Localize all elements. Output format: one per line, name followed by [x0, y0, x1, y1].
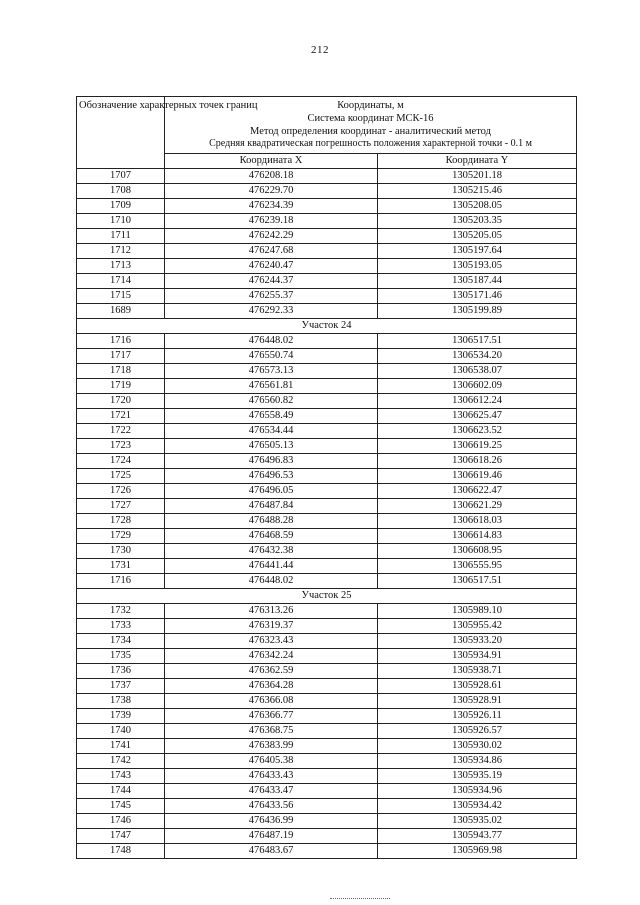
table-row: [77, 603, 577, 618]
coord-x-cell: 476496.05: [165, 483, 378, 498]
coord-y-cell: 1305928.61: [378, 678, 577, 693]
point-id-cell: 1721: [77, 408, 165, 423]
coord-y-cell: 1305935.02: [378, 813, 577, 828]
point-label-header: Обозначение характерных точек границ: [77, 97, 165, 169]
section-title: Участок 24: [77, 318, 577, 333]
coord-y-cell: 1306555.95: [378, 558, 577, 573]
coord-x-cell: 476448.02: [165, 573, 378, 588]
point-id-cell: 1726: [77, 483, 165, 498]
table-row: [77, 648, 577, 663]
point-id-cell: 1730: [77, 543, 165, 558]
coord-x-cell: 476366.77: [165, 708, 378, 723]
table-row: [77, 528, 577, 543]
coord-x-cell: 476561.81: [165, 378, 378, 393]
point-id-cell: 1707: [77, 168, 165, 183]
point-id-cell: 1719: [77, 378, 165, 393]
point-id-cell: 1713: [77, 258, 165, 273]
table-row: [77, 303, 577, 318]
coordinate-method: Метод определения координат - аналитический метод: [250, 126, 491, 138]
table-row: [77, 693, 577, 708]
coord-x-cell: 476496.53: [165, 468, 378, 483]
point-id-cell: 1727: [77, 498, 165, 513]
coord-x-cell: 476313.26: [165, 603, 378, 618]
coord-y-cell: 1305934.42: [378, 798, 577, 813]
coord-x-cell: 476405.38: [165, 753, 378, 768]
coord-y-cell: 1306618.26: [378, 453, 577, 468]
point-id-cell: 1710: [77, 213, 165, 228]
table-row: [77, 663, 577, 678]
point-id-cell: 1736: [77, 663, 165, 678]
coord-x-cell: 476436.99: [165, 813, 378, 828]
coordinates-title: Координаты, м: [337, 100, 404, 111]
point-id-cell: 1729: [77, 528, 165, 543]
coord-y-cell: 1305205.05: [378, 228, 577, 243]
coord-y-cell: 1305926.11: [378, 708, 577, 723]
table-row: [77, 378, 577, 393]
coord-y-cell: 1305171.46: [378, 288, 577, 303]
table-row: [77, 348, 577, 363]
coord-x-cell: 476362.59: [165, 663, 378, 678]
coord-y-cell: 1305199.89: [378, 303, 577, 318]
coord-x-cell: 476550.74: [165, 348, 378, 363]
table-row: [77, 723, 577, 738]
coord-y-cell: 1305201.18: [378, 168, 577, 183]
point-id-cell: 1741: [77, 738, 165, 753]
point-id-cell: 1737: [77, 678, 165, 693]
table-row: [77, 423, 577, 438]
coord-x-cell: 476487.19: [165, 828, 378, 843]
coord-y-cell: 1306614.83: [378, 528, 577, 543]
table-row: [77, 363, 577, 378]
section-title: Участок 25: [77, 588, 577, 603]
table-row: [77, 168, 577, 183]
point-id-cell: 1732: [77, 603, 165, 618]
table-row: [77, 393, 577, 408]
section-row: [77, 318, 577, 333]
table-row: [77, 738, 577, 753]
table-row: [77, 798, 577, 813]
page-number: 212: [311, 44, 329, 56]
coordinates-table: [76, 96, 577, 859]
coord-y-cell: 1306517.51: [378, 333, 577, 348]
point-id-cell: 1714: [77, 273, 165, 288]
table-row: [77, 243, 577, 258]
coord-x-cell: 476292.33: [165, 303, 378, 318]
coord-x-cell: 476433.47: [165, 783, 378, 798]
table-row: [77, 633, 577, 648]
table-row: [77, 258, 577, 273]
coord-x-cell: 476483.67: [165, 843, 378, 858]
point-id-cell: 1735: [77, 648, 165, 663]
coord-x-cell: 476242.29: [165, 228, 378, 243]
point-id-cell: 1747: [77, 828, 165, 843]
point-id-cell: 1717: [77, 348, 165, 363]
point-id-cell: 1745: [77, 798, 165, 813]
point-id-cell: 1709: [77, 198, 165, 213]
scan-artifact-dots: [330, 898, 390, 900]
coord-x-cell: 476229.70: [165, 183, 378, 198]
table-row: [77, 813, 577, 828]
coord-y-cell: 1305193.05: [378, 258, 577, 273]
table-row: [77, 183, 577, 198]
coord-y-cell: 1306621.29: [378, 498, 577, 513]
coord-x-cell: 476468.59: [165, 528, 378, 543]
point-id-cell: 1722: [77, 423, 165, 438]
point-id-cell: 1723: [77, 438, 165, 453]
coord-x-cell: 476239.18: [165, 213, 378, 228]
table-row: [77, 213, 577, 228]
coord-x-cell: 476448.02: [165, 333, 378, 348]
coord-x-cell: 476441.44: [165, 558, 378, 573]
point-id-cell: 1742: [77, 753, 165, 768]
coord-x-cell: 476534.44: [165, 423, 378, 438]
coord-y-cell: 1305934.96: [378, 783, 577, 798]
coord-x-cell: 476368.75: [165, 723, 378, 738]
coord-x-cell: 476342.24: [165, 648, 378, 663]
table-row: [77, 288, 577, 303]
coord-y-cell: 1305930.02: [378, 738, 577, 753]
point-id-cell: 1725: [77, 468, 165, 483]
point-id-cell: 1731: [77, 558, 165, 573]
table-row: [77, 753, 577, 768]
point-id-cell: 1689: [77, 303, 165, 318]
table-row: [77, 558, 577, 573]
coord-x-cell: 476319.37: [165, 618, 378, 633]
table-row: [77, 843, 577, 858]
point-id-cell: 1739: [77, 708, 165, 723]
coord-y-cell: 1305926.57: [378, 723, 577, 738]
coord-y-cell: 1306619.46: [378, 468, 577, 483]
column-header-y: Координата Y: [378, 153, 577, 168]
coord-y-cell: 1305935.19: [378, 768, 577, 783]
coord-y-cell: 1305955.42: [378, 618, 577, 633]
coord-x-cell: 476496.83: [165, 453, 378, 468]
coord-y-cell: 1305215.46: [378, 183, 577, 198]
coord-x-cell: 476383.99: [165, 738, 378, 753]
table-row: [77, 513, 577, 528]
table-row: [77, 573, 577, 588]
coordinates-table-body: [77, 97, 577, 859]
point-id-cell: 1720: [77, 393, 165, 408]
point-id-cell: 1743: [77, 768, 165, 783]
coord-y-cell: 1306623.52: [378, 423, 577, 438]
coord-x-cell: 476433.56: [165, 798, 378, 813]
table-row: [77, 408, 577, 423]
coord-x-cell: 476488.28: [165, 513, 378, 528]
coord-y-cell: 1305933.20: [378, 633, 577, 648]
point-id-cell: 1746: [77, 813, 165, 828]
table-row: [77, 273, 577, 288]
point-id-cell: 1734: [77, 633, 165, 648]
coordinate-accuracy: Средняя квадратическая погрешность положения характерной точки - 0.1 м: [209, 138, 532, 150]
coord-x-cell: 476244.37: [165, 273, 378, 288]
point-id-cell: 1715: [77, 288, 165, 303]
table-row: [77, 228, 577, 243]
point-id-cell: 1728: [77, 513, 165, 528]
coord-y-cell: 1305208.05: [378, 198, 577, 213]
coord-x-cell: 476432.38: [165, 543, 378, 558]
coord-x-cell: 476366.08: [165, 693, 378, 708]
table-row: [77, 618, 577, 633]
coord-x-cell: 476323.43: [165, 633, 378, 648]
coord-x-cell: 476208.18: [165, 168, 378, 183]
coord-y-cell: 1305928.91: [378, 693, 577, 708]
coord-y-cell: 1305989.10: [378, 603, 577, 618]
table-row: [77, 198, 577, 213]
coord-y-cell: 1306612.24: [378, 393, 577, 408]
point-id-cell: 1733: [77, 618, 165, 633]
coord-y-cell: 1305203.35: [378, 213, 577, 228]
coord-x-cell: 476560.82: [165, 393, 378, 408]
coord-x-cell: 476234.39: [165, 198, 378, 213]
coord-x-cell: 476558.49: [165, 408, 378, 423]
point-id-cell: 1748: [77, 843, 165, 858]
point-id-cell: 1738: [77, 693, 165, 708]
table-row: [77, 453, 577, 468]
coord-x-cell: 476433.43: [165, 768, 378, 783]
coord-x-cell: 476487.84: [165, 498, 378, 513]
table-row: [77, 498, 577, 513]
point-id-cell: 1718: [77, 363, 165, 378]
coord-y-cell: 1305934.86: [378, 753, 577, 768]
section-row: [77, 588, 577, 603]
coord-y-cell: 1306625.47: [378, 408, 577, 423]
coord-y-cell: 1305934.91: [378, 648, 577, 663]
point-id-cell: 1708: [77, 183, 165, 198]
coord-x-cell: 476573.13: [165, 363, 378, 378]
coord-x-cell: 476240.47: [165, 258, 378, 273]
coord-y-cell: 1306517.51: [378, 573, 577, 588]
coord-y-cell: 1306619.25: [378, 438, 577, 453]
table-row: [77, 828, 577, 843]
table-row: [77, 468, 577, 483]
coord-x-cell: 476255.37: [165, 288, 378, 303]
table-row: [77, 543, 577, 558]
column-header-x: Координата X: [165, 153, 378, 168]
point-id-cell: 1744: [77, 783, 165, 798]
table-row: [77, 483, 577, 498]
coord-y-cell: 1305943.77: [378, 828, 577, 843]
coord-y-cell: 1306622.47: [378, 483, 577, 498]
coord-y-cell: 1306608.95: [378, 543, 577, 558]
coord-y-cell: 1306538.07: [378, 363, 577, 378]
coord-y-cell: 1305969.98: [378, 843, 577, 858]
coord-x-cell: 476364.28: [165, 678, 378, 693]
table-header-row: [77, 97, 577, 154]
table-row: [77, 708, 577, 723]
coord-y-cell: 1305938.71: [378, 663, 577, 678]
table-row: [77, 783, 577, 798]
coord-y-cell: 1305197.64: [378, 243, 577, 258]
coord-y-cell: 1305187.44: [378, 273, 577, 288]
table-row: [77, 333, 577, 348]
point-id-cell: 1724: [77, 453, 165, 468]
coord-y-cell: 1306534.20: [378, 348, 577, 363]
coord-y-cell: 1306602.09: [378, 378, 577, 393]
table-row: [77, 438, 577, 453]
coord-y-cell: 1306618.03: [378, 513, 577, 528]
coordinate-system: Система координат МСК-16: [307, 113, 434, 125]
point-id-cell: 1716: [77, 333, 165, 348]
point-id-cell: 1716: [77, 573, 165, 588]
table-row: [77, 768, 577, 783]
coord-x-cell: 476505.13: [165, 438, 378, 453]
point-id-cell: 1711: [77, 228, 165, 243]
point-id-cell: 1712: [77, 243, 165, 258]
point-id-cell: 1740: [77, 723, 165, 738]
table-row: [77, 678, 577, 693]
coord-x-cell: 476247.68: [165, 243, 378, 258]
